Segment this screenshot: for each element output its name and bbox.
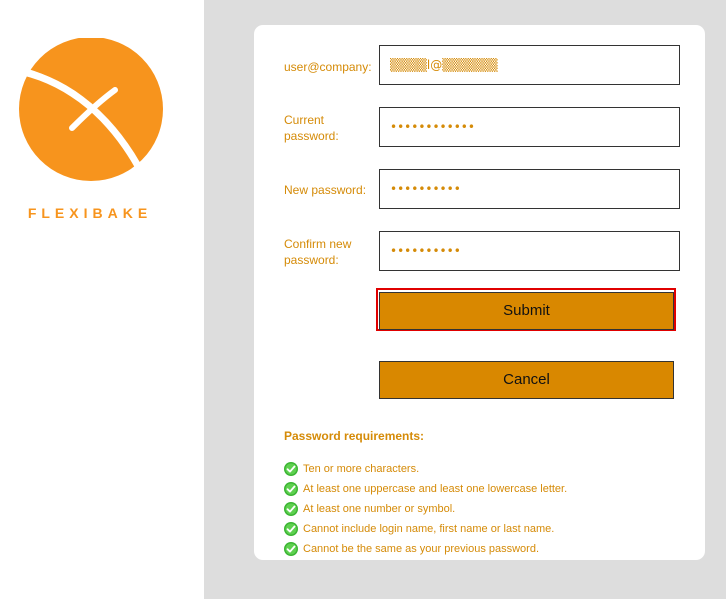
new-password-label: New password: <box>284 183 367 197</box>
requirement-item <box>284 499 567 519</box>
requirement-text: Cannot be the same as your previous password. <box>303 543 540 555</box>
requirement-text: Ten or more characters. <box>303 463 420 475</box>
cancel-button[interactable]: Cancel <box>379 361 674 399</box>
check-circle-icon <box>284 462 298 476</box>
requirement-item <box>284 459 567 479</box>
check-circle-icon <box>284 502 298 516</box>
requirements-list <box>284 459 567 559</box>
flexibake-logo <box>10 38 170 228</box>
current-password-label: Current password: <box>284 113 339 143</box>
submit-button[interactable]: Submit <box>379 292 674 330</box>
change-password-card <box>254 25 705 560</box>
requirements-title: Password requirements: <box>284 429 425 443</box>
new-password-field[interactable] <box>379 169 680 209</box>
check-circle-icon <box>284 522 298 536</box>
requirement-text: At least one uppercase and least one lowercase letter. <box>303 483 568 495</box>
check-circle-icon <box>284 482 298 496</box>
left-panel <box>0 0 204 599</box>
requirement-item <box>284 539 567 559</box>
confirm-password-label: Confirm new password: <box>284 237 352 267</box>
requirement-item <box>284 479 567 499</box>
flexibake-logo-icon <box>10 38 170 198</box>
username-field[interactable] <box>379 45 680 85</box>
requirement-text: Cannot include login name, first name or last name. <box>303 523 555 535</box>
requirement-item <box>284 519 567 539</box>
current-password-field[interactable] <box>379 107 680 147</box>
confirm-password-field[interactable] <box>379 231 680 271</box>
username-label: user@company: <box>284 60 372 74</box>
requirement-text: At least one number or symbol. <box>303 503 456 515</box>
brand-name: FLEXIBAKE <box>27 205 153 221</box>
check-circle-icon <box>284 542 298 556</box>
